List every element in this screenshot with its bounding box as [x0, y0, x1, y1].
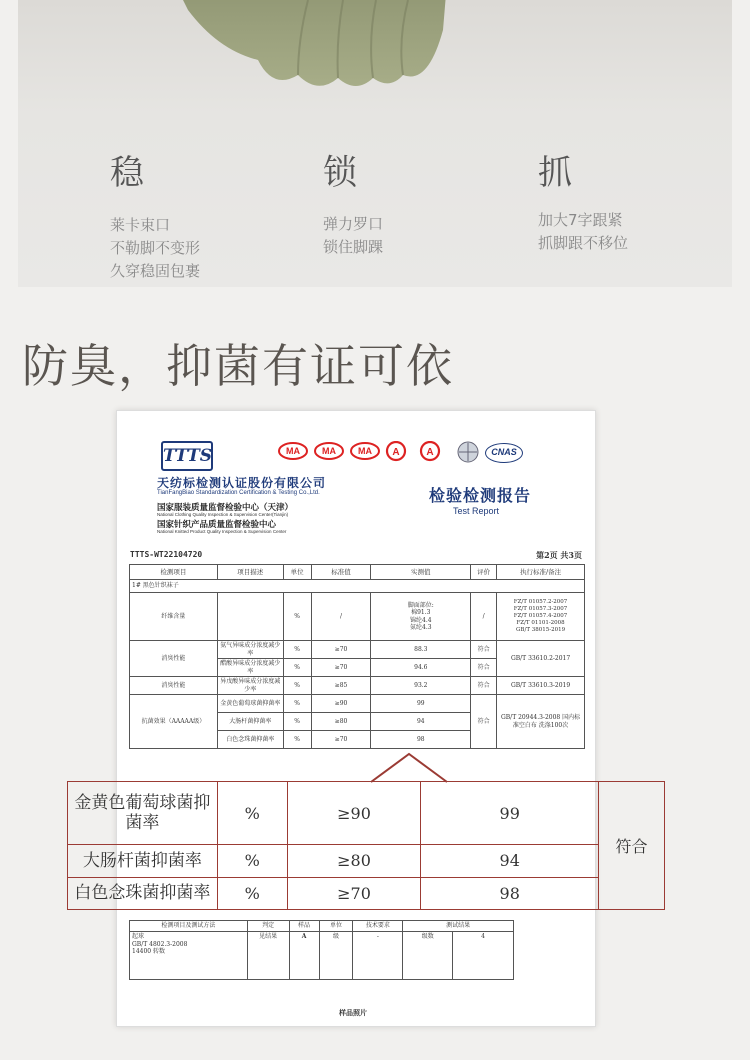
test-report-certificate — [116, 410, 596, 1027]
cell: ≥70 — [311, 731, 371, 749]
feature-line: 锁住脚踝 — [323, 238, 384, 256]
cell: 异戊酸异味成分浓度减少率 — [217, 677, 283, 695]
cell: GB/T 33610.3-2019 — [497, 677, 585, 695]
table-header: 实测值 — [371, 565, 471, 580]
cell: ≥90 — [311, 695, 371, 713]
cell-line: GB/T 38015-2019 — [516, 626, 566, 633]
center1-name-en: National Clothing Quality Inspection & Supervision Center(Tianjin) — [157, 512, 289, 517]
page-number: 第2页 共3页 — [536, 550, 582, 560]
cell: 符合 — [471, 641, 497, 659]
feature-grip — [538, 145, 628, 255]
cell: % — [283, 659, 311, 677]
table-row — [130, 695, 585, 713]
svg-text:MA: MA — [322, 446, 336, 456]
table-row — [68, 877, 665, 909]
table-row — [130, 593, 585, 641]
feature-line: 抓脚跟不移位 — [538, 234, 629, 252]
cell: 99 — [371, 695, 471, 713]
cell: 符合 — [471, 659, 497, 677]
cell: 4 — [453, 931, 514, 979]
sample-photo-label: 样品照片 — [339, 1008, 367, 1017]
section-title: 防臭，抑菌有证可依 — [22, 339, 454, 393]
table-row — [130, 641, 585, 659]
company-name-en: TianFangBiao Standardization Certification & Testing Co.,Ltd. — [157, 490, 320, 496]
report-title-cn: 检验检测报告 — [429, 486, 532, 505]
cell: % — [283, 593, 311, 641]
cell: 大肠杆菌抑菌率 — [217, 713, 283, 731]
svg-text:A: A — [426, 447, 434, 458]
cell-line: 锦纶4.4 — [410, 616, 432, 624]
cell: 金黄色葡萄球菌抑菌率 — [217, 695, 283, 713]
table-row — [130, 580, 585, 593]
feature-lock — [323, 145, 383, 259]
cell: GB/T 20944.3-2008 国内标准空白布 洗涤100次 — [497, 695, 585, 749]
sock-toes-image — [158, 0, 458, 95]
sample-name: 1# 黑色针织袜子 — [130, 580, 585, 593]
table-header-row — [130, 921, 514, 932]
cell: % — [283, 641, 311, 659]
cell — [497, 593, 585, 641]
svg-text:A: A — [392, 447, 400, 458]
svg-text:MA: MA — [286, 446, 300, 456]
table-row — [68, 845, 665, 877]
cell: 见结果 — [247, 931, 289, 979]
antibacterial-zoom-table — [67, 781, 665, 910]
cell: ≥85 — [311, 677, 371, 695]
cell: % — [283, 695, 311, 713]
center2-name-en: National Knitted Product Quality Inspection & Supervision Center — [157, 529, 287, 534]
cell: 纤维含量 — [130, 593, 218, 641]
cell: 级 — [319, 931, 353, 979]
cell-line: 氨纶4.3 — [410, 624, 432, 631]
cell-line: 14400 转数 — [132, 948, 165, 956]
cell: % — [283, 713, 311, 731]
center2-name-cn: 国家针织产品质量监督检验中心 — [157, 520, 277, 530]
cell: / — [311, 593, 371, 641]
cell: 94 — [371, 713, 471, 731]
svg-text:MA: MA — [358, 446, 372, 456]
company-name-cn: 天纺标检测认证股份有限公司 — [157, 476, 327, 490]
cell: ≥80 — [311, 713, 371, 731]
feature-title: 抓 — [538, 153, 572, 193]
table-header-row — [130, 565, 585, 580]
evaluation-cell: 符合 — [599, 782, 665, 910]
cell: A — [289, 931, 319, 979]
table-header: 检测项目及测试方法 — [130, 921, 248, 932]
table-row — [130, 931, 514, 979]
cell: - — [353, 931, 403, 979]
cell: 93.2 — [371, 677, 471, 695]
feature-line: 莱卡束口 — [110, 216, 171, 234]
measured-cell: 94 — [421, 845, 599, 877]
cell-line: 棉91.3 — [411, 609, 431, 616]
cell-line: 脚面部位: — [407, 601, 434, 609]
table-row — [130, 677, 585, 695]
measured-cell: 99 — [421, 782, 599, 845]
standard-cell: ≥80 — [287, 845, 421, 877]
feature-line: 加大7字跟紧 — [538, 211, 623, 229]
cell: / — [471, 593, 497, 641]
feature-line: 久穿稳固包裹 — [110, 262, 201, 280]
measured-cell: 98 — [421, 877, 599, 909]
cell: GB/T 33610.2-2017 — [497, 641, 585, 677]
feature-line: 不勒脚不变形 — [110, 239, 201, 257]
cell-line: FZ/T 01057.3-2007 — [513, 606, 568, 613]
table-header: 单位 — [319, 921, 353, 932]
unit-cell: % — [217, 845, 287, 877]
product-hero — [18, 0, 732, 287]
table-header: 评价 — [471, 565, 497, 580]
report-title-en: Test Report — [453, 506, 500, 516]
cell: 94.6 — [371, 659, 471, 677]
feature-stable — [110, 145, 200, 283]
cell — [371, 593, 471, 641]
ilac-mark-icon — [455, 441, 481, 463]
cal-marks-icon — [385, 441, 445, 463]
cell: 氨气异味成分浓度减少率 — [217, 641, 283, 659]
unit-cell: % — [217, 877, 287, 909]
cell: 88.3 — [371, 641, 471, 659]
table-header: 执行标准/备注 — [497, 565, 585, 580]
unit-cell: % — [217, 782, 287, 845]
cell — [130, 931, 248, 979]
standard-cell: ≥90 — [287, 782, 421, 845]
table-header: 单位 — [283, 565, 311, 580]
table-header: 检测项目 — [130, 565, 218, 580]
cell: 白色念珠菌抑菌率 — [217, 731, 283, 749]
bacteria-name: 金黄色葡萄球菌抑菌率 — [68, 782, 218, 845]
cell: 醋酸异味成分浓度减少率 — [217, 659, 283, 677]
results-table — [129, 564, 585, 749]
cell-line: FZ/T 01057.2-2007 — [513, 599, 568, 606]
bacteria-name: 大肠杆菌抑菌率 — [68, 845, 218, 877]
table-header: 判定 — [247, 921, 289, 932]
bacteria-name: 白色念珠菌抑菌率 — [68, 877, 218, 909]
cell-line: GB/T 4802.3-2008 — [132, 940, 188, 948]
cell: 消臭性能 — [130, 677, 218, 695]
table-header: 技术要求 — [353, 921, 403, 932]
callout-pointer — [369, 752, 449, 784]
cell-line: 起球 — [132, 932, 145, 940]
pilling-test-table — [129, 920, 514, 980]
report-number: TTTS-WT22104720 — [130, 550, 203, 559]
standard-cell: ≥70 — [287, 877, 421, 909]
cell: % — [283, 731, 311, 749]
table-header: 项目描述 — [217, 565, 283, 580]
cell-line: FZ/T 01057.4-2007 — [513, 613, 568, 620]
cell: 消臭性能 — [130, 641, 218, 677]
feature-title: 锁 — [323, 153, 357, 193]
cnas-mark-icon: CNAS — [485, 443, 523, 463]
table-row — [68, 782, 665, 845]
feature-line: 弹力罗口 — [323, 215, 384, 233]
center1-name-cn: 国家服装质量监督检验中心（天津） — [157, 503, 294, 513]
table-header: 样品 — [289, 921, 319, 932]
cell: ≥70 — [311, 659, 371, 677]
table-header: 测试结果 — [403, 921, 514, 932]
cell-line: FZ/T 01101-2008 — [516, 619, 565, 626]
cell: 符合 — [471, 677, 497, 695]
cell: ≥70 — [311, 641, 371, 659]
cell: 符合 — [471, 695, 497, 749]
feature-title: 稳 — [110, 153, 144, 193]
cell — [217, 593, 283, 641]
ttts-logo: TTTS — [161, 441, 213, 471]
cell: 98 — [371, 731, 471, 749]
cell: 级数 — [403, 931, 453, 979]
cell: 抗菌效果（AAAAA级） — [130, 695, 218, 749]
cell: % — [283, 677, 311, 695]
table-header: 标准值 — [311, 565, 371, 580]
cma-marks-icon — [277, 441, 400, 463]
